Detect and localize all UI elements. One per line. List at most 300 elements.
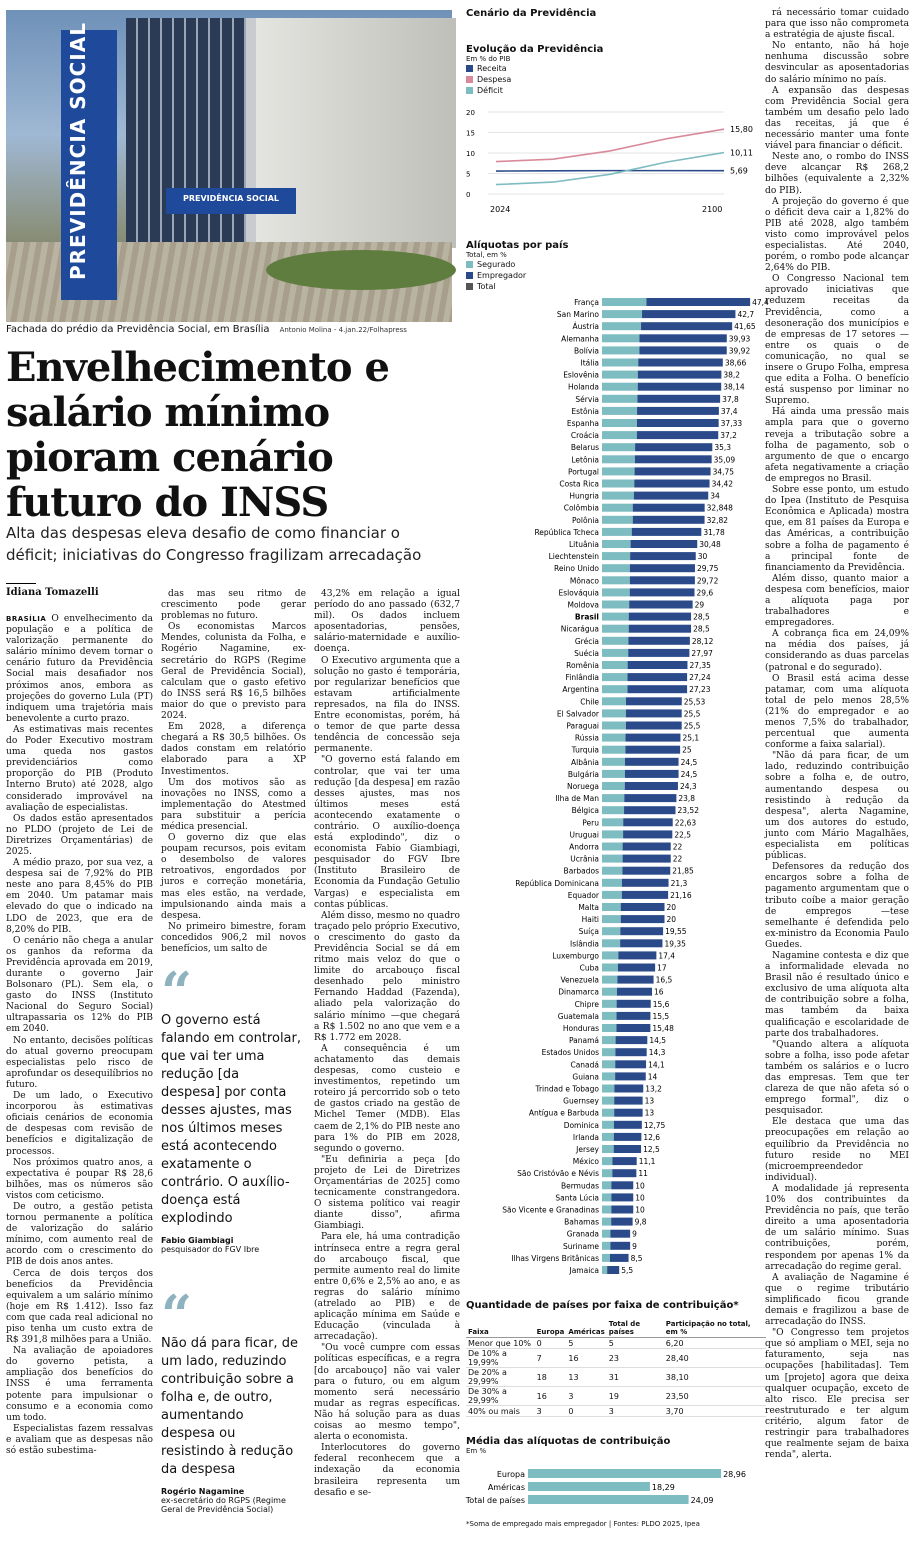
faixa-table-block <box>466 1300 766 1417</box>
avg-category-label: Total de países <box>465 1496 525 1505</box>
bar-empregador <box>628 673 688 681</box>
bar-empregador <box>617 1000 651 1008</box>
bar-value-label: 22,63 <box>674 818 697 828</box>
bar-category-label: Chipre <box>574 999 599 1009</box>
bar-segurado <box>602 346 639 354</box>
bar-category-label: Espanha <box>566 419 599 428</box>
table-cell: 0 <box>566 1406 606 1417</box>
bar-segurado <box>602 697 626 705</box>
bar-category-label: Venezuela <box>560 975 599 985</box>
bar-category-label: Colômbia <box>563 503 599 513</box>
bar-value-label: 14,5 <box>649 1036 667 1046</box>
bar-empregador <box>626 697 682 705</box>
paragraph: As estimativas mais recentes do Poder Executivo mostram uma queda nos gastos previdenciários como proporção do PIB (Produto Interno Bruto) até 2028, algo considerado improvável na avaliação de especialistas. <box>6 724 153 813</box>
bar-value-label: 28,5 <box>693 624 710 634</box>
bar-empregador <box>628 661 688 669</box>
avg-bar-chart <box>466 1468 762 1512</box>
bar-segurado <box>602 758 625 766</box>
bar-segurado <box>602 1060 615 1068</box>
paragraph: "Quando altera a alíquota sobre a folha, isso pode afetar também os salários e o lucro das empresas. Tem que ter clareza de que não afeta só o emprego formal", diz o pesquisador. <box>765 1039 909 1117</box>
bar-empregador <box>611 1218 632 1226</box>
bar-chart <box>466 296 769 1286</box>
quote-author: Rogério Nagamine <box>161 1487 245 1496</box>
bar-value-label: 25,5 <box>683 709 701 719</box>
bar-segurado <box>602 794 624 802</box>
bar-segurado <box>602 359 638 367</box>
bar-segurado <box>602 661 628 669</box>
bar-segurado <box>602 818 623 826</box>
bar-value-label: 15,5 <box>652 1011 670 1021</box>
bar-segurado <box>602 455 635 463</box>
avg-bar <box>528 1495 689 1504</box>
bar-chart-block <box>466 240 756 292</box>
bar-value-label: 14 <box>647 1072 658 1082</box>
y-tick-label: 15 <box>466 129 475 138</box>
dateline: BRASÍLIA <box>6 615 52 623</box>
bar-value-label: 25,5 <box>683 721 701 731</box>
bar-value-label: 11 <box>638 1169 648 1179</box>
bar-segurado <box>602 383 638 391</box>
bar-category-label: Grécia <box>574 636 599 646</box>
bar-value-label: 41,65 <box>734 322 756 332</box>
bar-segurado <box>602 334 639 342</box>
end-value-label: 15,80 <box>730 125 753 135</box>
bar-category-label: Trindad e Tobago <box>535 1084 599 1094</box>
bar-value-label: 35,09 <box>713 455 736 465</box>
paragraph: 43,2% em relação a igual período do ano passado (632,7 mil). Os dados incluem aposentadorias, pensões, salário-maternidade e auxílio-doença. <box>314 589 460 655</box>
bar-category-label: Haiti <box>581 915 599 925</box>
bar-empregador <box>634 480 709 488</box>
bar-category-label: Argentina <box>562 685 599 695</box>
bar-empregador <box>617 988 652 996</box>
photo-caption: Fachada do prédio da Previdência Social, em Brasília Antonio Molina - 4.jan.22/Folhapress <box>6 324 407 335</box>
bar-empregador <box>630 576 695 584</box>
table-cell: 0 <box>535 1338 567 1349</box>
legend-item: Déficit <box>466 85 756 96</box>
paragraph: O Brasil está acima desse patamar, com uma alíquota total de pelo menos 28,5% (21% do empregador e ao menos 7,5% do trabalhador, percentual que aumenta conforme a faixa salarial). <box>765 673 909 751</box>
entrance-sign: PREVIDÊNCIA SOCIAL <box>166 188 296 214</box>
legend-item: Receita <box>466 63 756 74</box>
series-line-despesa <box>496 129 724 161</box>
bar-category-label: Dominica <box>563 1120 599 1130</box>
bar-segurado <box>602 855 623 863</box>
bar-segurado <box>602 685 628 693</box>
bar-segurado <box>602 903 621 911</box>
bar-category-label: Portugal <box>567 467 599 477</box>
table-cell: Menor que 10% <box>466 1338 535 1349</box>
paragraph: Além disso, quanto maior a despesa com benefícios, maior a alíquota paga por trabalhadores e empregadores. <box>765 573 909 629</box>
bar-segurado <box>602 806 624 814</box>
table-cell: De 20% a 29,99% <box>466 1368 535 1387</box>
paragraph: "Não dá para ficar, de um lado, reduzindo contribuição sobre a folha e, de outro, aumentando despesa ou resistindo à redução da despesa", alerta Nagamine, um dos autores do estudo, junto com Mário Magalhães, especialista em políticas públicas. <box>765 751 909 862</box>
table-cell: 23 <box>607 1349 664 1368</box>
bar-segurado <box>602 552 630 560</box>
avg-value-label: 24,09 <box>690 1496 714 1505</box>
bar-segurado <box>602 613 629 621</box>
bar-category-label: Bélgica <box>571 806 599 816</box>
paragraph: Para ele, há uma contradição intrínseca entre a regra geral do arcabouço fiscal, que permite aumento real do limite entre 0,6% e 2,5% ao ano, e as regras do salário mínimo (atrelado ao PIB) e de aplicação mínima em Saúde e Educação (vinculada à arrecadação). <box>314 1232 460 1343</box>
table-cell: 13 <box>566 1368 606 1387</box>
bar-segurado <box>602 1012 617 1020</box>
bar-category-label: Polônia <box>572 515 599 525</box>
y-tick-label: 10 <box>466 150 475 158</box>
bar-segurado <box>602 939 620 947</box>
bar-category-label: Belarus <box>570 443 599 453</box>
bar-segurado <box>602 867 622 875</box>
bar-empregador <box>638 383 721 391</box>
bar-category-label: Jersey <box>576 1145 599 1154</box>
bar-segurado <box>602 1218 611 1226</box>
bar-segurado <box>602 1157 612 1165</box>
bar-segurado <box>602 492 634 500</box>
bar-empregador <box>611 1206 633 1214</box>
table-cell: 19 <box>607 1387 664 1406</box>
bar-value-label: 22 <box>672 842 683 852</box>
bar-segurado <box>602 709 626 717</box>
x-tick-label: 2024 <box>490 205 511 214</box>
bar-category-label: Croácia <box>570 431 599 441</box>
bar-empregador <box>629 625 691 633</box>
byline: Idiana Tomazelli <box>6 587 99 598</box>
bar-empregador <box>639 346 726 354</box>
article-column-1 <box>6 614 153 1457</box>
bar-value-label: 14,3 <box>648 1048 666 1058</box>
bar-segurado <box>602 601 629 609</box>
bar-value-label: 38,14 <box>723 382 745 392</box>
bar-chart-title: Alíquotas por país <box>466 240 569 251</box>
paragraph: O cenário não chega a anular os ganhos da reforma da Previdência aprovada em 2019, durante o governo Jair Bolsonaro (PL). Sem ela, o gasto do INSS (Instituto Nacional do Seguro Social) ultrapassaria os 12% do PIB em 2040. <box>6 935 153 1035</box>
bar-empregador <box>626 734 681 742</box>
bar-category-label: Ilhas Virgens Britânicas <box>511 1253 599 1263</box>
table-cell: 7 <box>535 1349 567 1368</box>
table-cell: 6,20 <box>664 1338 766 1349</box>
paragraph: No primeiro bimestre, foram concedidos 906,2 mil novos benefícios, um salto de <box>161 921 306 954</box>
bar-empregador <box>639 334 726 342</box>
bar-empregador <box>630 564 695 572</box>
bar-segurado <box>602 298 646 306</box>
bar-empregador <box>617 976 653 984</box>
bar-empregador <box>623 843 671 851</box>
bar-value-label: 20 <box>666 903 677 912</box>
bar-category-label: França <box>574 298 599 307</box>
bar-empregador <box>628 637 690 645</box>
bar-category-label: Equador <box>567 890 599 900</box>
bar-empregador <box>620 927 663 935</box>
x-tick-label: 2100 <box>702 205 723 214</box>
bar-category-label: Granada <box>566 1229 599 1239</box>
bar-segurado <box>602 734 626 742</box>
bar-value-label: 24,3 <box>679 782 697 791</box>
avg-value-label: 18,29 <box>651 1483 675 1492</box>
bar-category-label: Dinamarca <box>558 987 599 997</box>
bar-segurado <box>602 673 628 681</box>
bar-empregador <box>637 431 718 439</box>
paragraph: Os economistas Marcos Mendes, colunista da Folha, e Rogério Nagamine, ex-secretário do RGPS (Regime Geral de Previdência Social), calculam que o gasto efetivo do INSS será R$ 16,5 bilhões maior do que o previsto para 2024. <box>161 622 306 722</box>
bar-segurado <box>602 879 622 887</box>
bar-category-label: Romênia <box>566 661 599 670</box>
bar-empregador <box>637 395 720 403</box>
bar-category-label: Hungria <box>569 491 599 501</box>
bar-empregador <box>612 1169 636 1177</box>
bar-category-label: Suriname <box>563 1241 599 1251</box>
bar-category-label: Cuba <box>579 963 599 973</box>
bar-category-label: Reino Unido <box>554 564 599 574</box>
bar-empregador <box>625 758 679 766</box>
bar-category-label: Ilha de Man <box>555 794 599 804</box>
bar-segurado <box>602 830 623 838</box>
bar-category-label: Estados Unidos <box>541 1048 599 1058</box>
paragraph: "O Congresso tem projetos que só ampliam o MEI, seja no faturamento, seja nas ocupações [habilitadas]. Tem um [projeto] agora que deixa qualquer ocupação, exceto de alto risco. Ele precisa ser reestruturado e ter algum critério, algum fator de restringir para trabalhadores que realmente sejam de baixa renda", alerta. <box>765 1328 909 1461</box>
bar-value-label: 35,3 <box>714 443 732 453</box>
bar-empregador <box>628 649 689 657</box>
bar-empregador <box>612 1157 636 1165</box>
bar-empregador <box>630 588 695 596</box>
table-row <box>466 1368 766 1387</box>
bar-segurado <box>602 1193 611 1201</box>
bar-empregador <box>635 443 712 451</box>
bar-category-label: Malta <box>578 903 599 912</box>
avg-chart-title: Média das alíquotas de contribuição <box>466 1436 671 1447</box>
line-chart-title: Evolução da Previdência <box>466 44 604 55</box>
bar-segurado <box>602 722 626 730</box>
bar-value-label: 37,2 <box>720 431 737 441</box>
bar-value-label: 21,16 <box>670 890 692 900</box>
bar-value-label: 11,1 <box>638 1157 656 1167</box>
bar-empregador <box>641 322 732 330</box>
bar-empregador <box>614 1109 642 1117</box>
bar-value-label: 16 <box>654 987 664 997</box>
quote-text: Não dá para ficar, de um lado, reduzindo contribuição sobre a folha e, de outro, aumentando despesa ou resistindo à redução da despesa <box>161 1336 298 1477</box>
paragraph: A modalidade já representa 10% dos contribuintes da Previdência no país, que terão direito a uma aposentadoria de um salário mínimo. Suas contribuições, porém, respondem por apenas 1% da arrecadação do regime geral. <box>765 1183 909 1272</box>
line-chart <box>466 100 762 224</box>
avg-chart-block <box>466 1436 756 1455</box>
bar-value-label: 10 <box>635 1193 645 1203</box>
bar-segurado <box>602 625 629 633</box>
bar-category-label: Canadá <box>570 1060 599 1070</box>
bar-segurado <box>602 1206 611 1214</box>
bar-value-label: 30,48 <box>699 540 721 549</box>
bar-category-label: El Salvador <box>556 709 599 719</box>
bar-value-label: 37,8 <box>722 394 739 404</box>
bar-segurado <box>602 467 635 475</box>
bar-empregador <box>637 407 719 415</box>
bar-value-label: 34 <box>710 491 720 501</box>
bar-segurado <box>602 431 637 439</box>
article-column-3 <box>314 589 460 1499</box>
paragraph: No entanto, não há hoje nenhuma discussão sobre desvincular as aposentadorias do salário mínimo no país. <box>765 41 909 85</box>
table-cell: 38,10 <box>664 1368 766 1387</box>
table-row <box>466 1406 766 1417</box>
bar-value-label: 25,1 <box>682 733 700 743</box>
bar-empregador <box>610 1254 629 1262</box>
bar-value-label: 24,5 <box>680 757 698 767</box>
quote-author: Fabio Giambiagi <box>161 1236 234 1245</box>
bar-empregador <box>622 879 669 887</box>
bar-segurado <box>602 891 622 899</box>
article-column-2 <box>161 589 306 955</box>
bar-value-label: 27,97 <box>691 648 713 658</box>
bar-value-label: 34,75 <box>712 467 735 477</box>
bar-segurado <box>602 443 635 451</box>
table-cell: De 10% a 19,99% <box>466 1349 535 1368</box>
bar-segurado <box>602 419 637 427</box>
bar-value-label: 25 <box>682 745 692 755</box>
bar-category-label: Guiana <box>572 1072 599 1082</box>
bar-segurado <box>602 480 634 488</box>
bar-value-label: 23,52 <box>677 806 699 816</box>
bar-value-label: 34,42 <box>711 479 734 489</box>
bar-value-label: 22 <box>672 854 683 864</box>
table-cell: 23,50 <box>664 1387 766 1406</box>
bar-empregador <box>621 915 665 923</box>
bar-value-label: 37,33 <box>720 419 743 428</box>
bar-value-label: 13 <box>644 1096 655 1106</box>
bar-empregador <box>630 552 696 560</box>
bar-empregador <box>625 770 679 778</box>
legend-item: Despesa <box>466 74 756 85</box>
paragraph: rá necessário tomar cuidado para que isso não comprometa a estratégia de ajuste fiscal. <box>765 8 909 41</box>
quote-role: pesquisador do FGV Ibre <box>161 1245 260 1254</box>
bar-value-label: 42,7 <box>737 310 755 320</box>
bar-segurado <box>602 504 633 512</box>
bar-category-label: Uruguai <box>569 830 599 840</box>
bar-category-label: Andorra <box>569 842 599 852</box>
bar-value-label: 20 <box>666 915 677 925</box>
bar-empregador <box>638 371 722 379</box>
bar-category-label: São Cristóvão e Névis <box>517 1169 599 1179</box>
y-tick-label: 20 <box>466 109 475 117</box>
bar-value-label: 17,4 <box>658 951 676 961</box>
bar-segurado <box>602 1036 616 1044</box>
paragraph: Sobre esse ponto, um estudo do Ipea (Instituto de Pesquisa Econômica e Aplicada) mostra que, em 81 países da Europa e das Américas, a contribuição sobre a folha de pagamento é a principal fonte de financiamento da Previdência. <box>765 485 909 573</box>
bar-empregador <box>625 782 678 790</box>
paragraph: O governo diz que elas poupam recursos, pois evitam o desembolso de valores retroativos, engordados por juros e correção monetária, mas eles estão, na verdade, impulsionando ainda mais a despesa. <box>161 833 306 921</box>
bar-segurado <box>602 915 621 923</box>
pull-quote-2 <box>161 1283 301 1514</box>
bar-value-label: 29,75 <box>696 564 719 574</box>
bar-value-label: 19,35 <box>664 939 686 949</box>
paragraph: Neste ano, o rombo do INSS deve alcançar R$ 268,2 bilhões (equivalente a 2,32% do PIB). <box>765 152 909 196</box>
bar-segurado <box>602 1145 614 1153</box>
bar-value-label: 37,4 <box>720 406 738 416</box>
pillar-sign: PREVIDÊNCIA SOCIAL <box>61 30 117 300</box>
bar-empregador <box>614 1085 643 1093</box>
bar-category-label: Turquia <box>571 745 599 755</box>
paragraph: Defensores da redução dos encargos sobre a folha de pagamento argumentam que o tributo coíbe a maior geração de empregos —tese semelhante é defendida pelo ex-ministro da Economia Paulo Guedes. <box>765 862 909 950</box>
bar-segurado <box>602 371 638 379</box>
bar-category-label: Costa Rica <box>559 479 599 489</box>
bar-category-label: Guatemala <box>557 1011 599 1021</box>
bar-empregador <box>622 867 670 875</box>
table-title: Quantidade de países por faixa de contribuição* <box>466 1300 739 1311</box>
paragraph: BRASÍLIA O envelhecimento da população e a política de valorização permanente do salário mínimo devem tornar o cenário futuro da Previdência Social mais desafiador nos próximos anos, embora as projeções do governo Lula (PT) indiquem uma trajetória mais benevolente a curto prazo. <box>6 614 153 724</box>
bar-category-label: Noruega <box>566 782 599 791</box>
paragraph: das mas seu ritmo de crescimento pode gerar problemas no futuro. <box>161 589 306 622</box>
bar-category-label: República Tcheca <box>534 527 599 537</box>
bar-empregador <box>610 1230 630 1238</box>
end-value-label: 5,69 <box>730 166 748 176</box>
bar-category-label: Paraguai <box>566 721 599 731</box>
bar-empregador <box>618 951 656 959</box>
bar-category-label: Panamá <box>568 1036 599 1046</box>
bar-category-label: Nicarágua <box>560 624 599 634</box>
paragraph: "Ou você cumpre com essas políticas específicas, e a regra [do arcabouço] não vai valer para o futuro, ou em algum momento será necessário mudar as regras específicas. Não há solução para as duas coisas ao mesmo tempo", alerta o economista. <box>314 1343 460 1443</box>
paragraph: O Congresso Nacional tem aprovado iniciativas que reduzem receitas da Previdência, como a desoneração dos municípios e de empresas de 17 setores —entre os quais o de comunicação, no qual se insere o Grupo Folha, empresa que edita a Folha. O benefício está suspenso por liminar no Supremo. <box>765 274 909 407</box>
paragraph: A médio prazo, por sua vez, a despesa sai de 7,92% do PIB neste ano para 8,45% do PIB em 2040. Um patamar mais elevado do que o indicado na LDO de 2023, que era de 8,20% do PIB. <box>6 858 153 935</box>
photo-credit: Antonio Molina - 4.jan.22/Folhapress <box>279 326 407 334</box>
bar-value-label: 14,1 <box>648 1060 665 1070</box>
bar-empregador <box>635 455 712 463</box>
subheadline: Alta das despesas eleva desafio de como financiar o déficit; iniciativas do Congresso fragilizam arrecadação <box>6 524 422 564</box>
legend-item: Empregador <box>466 270 756 281</box>
bar-empregador <box>617 1012 651 1020</box>
bar-category-label: Finlândia <box>565 673 599 683</box>
legend-swatch <box>466 76 473 83</box>
bar-value-label: 8,5 <box>630 1253 643 1263</box>
pull-quote-1 <box>161 960 301 1254</box>
paragraph: Cerca de dois terços dos benefícios da Previdência equivalem a um salário mínimo (hoje em R$ 1.412). Isso faz com que cada real adicional no piso tenha um custo extra de R$ 391,8 milhões para a União. <box>6 1268 153 1346</box>
avg-bar <box>528 1482 650 1491</box>
bar-chart-legend <box>466 259 756 292</box>
bar-category-label: Barbados <box>563 866 599 876</box>
bar-category-label: Áustria <box>572 322 599 332</box>
bar-category-label: Sérvia <box>575 394 599 404</box>
bar-segurado <box>602 1230 610 1238</box>
bar-empregador <box>642 310 735 318</box>
bar-value-label: 15,6 <box>652 999 670 1009</box>
bar-value-label: 29,72 <box>696 576 719 586</box>
bar-segurado <box>602 1109 614 1117</box>
bar-empregador <box>646 298 750 306</box>
avg-bar <box>528 1469 721 1478</box>
legend-item: Segurado <box>466 259 756 270</box>
table-row <box>466 1338 766 1349</box>
bar-segurado <box>602 976 617 984</box>
bar-value-label: 38,2 <box>723 370 741 380</box>
bar-empregador <box>622 891 668 899</box>
table-row <box>466 1387 766 1406</box>
bar-segurado <box>602 564 630 572</box>
table-header: Faixa <box>466 1319 535 1338</box>
bar-category-label: Suíça <box>578 927 599 937</box>
bar-empregador <box>633 516 705 524</box>
bar-empregador <box>620 939 662 947</box>
bar-category-label: Jamaica <box>569 1266 599 1275</box>
bar-category-label: República Dominicana <box>515 878 599 888</box>
headline: Envelhecimento e salário mínimo pioram cenário futuro do INSS <box>6 344 389 526</box>
paragraph: Especialistas fazem ressalvas e avaliam que as despesas não só estão subestima- <box>6 1423 153 1457</box>
bar-value-label: 39,92 <box>728 346 751 356</box>
bar-empregador <box>629 601 692 609</box>
table-header: Américas <box>566 1319 606 1338</box>
bar-empregador <box>623 830 672 838</box>
bar-value-label: 13 <box>644 1108 655 1118</box>
paragraph: No entanto, decisões políticas do atual governo preocupam especialistas pelo risco de aprofundar os desequilíbrios no futuro. <box>6 1035 153 1090</box>
table-cell: 5 <box>607 1338 664 1349</box>
bar-empregador <box>632 528 702 536</box>
bar-segurado <box>602 1097 614 1105</box>
bar-category-label: Bulgária <box>567 769 599 779</box>
bar-empregador <box>615 1048 646 1056</box>
bar-segurado <box>602 1242 610 1250</box>
legend-swatch <box>466 272 473 279</box>
paragraph: Além disso, mesmo no quadro traçado pelo próprio Executivo, o crescimento do gasto da Previdência Social se dá em ritmo mais veloz do que o limite do arcabouço fiscal desenhado pelo ministro Fernando Haddad (Fazenda), aliado pela valorização do salário mínimo —que chegará a R$ 1.502 no ano que vem e a R$ 1.772 em 2028. <box>314 910 460 1043</box>
table-cell: 3 <box>607 1406 664 1417</box>
paragraph: Nos próximos quatro anos, a expectativa é poupar R$ 28,6 bilhões, mas os números são vistos com ceticismo. <box>6 1157 153 1201</box>
bar-segurado <box>602 1266 607 1274</box>
paragraph: Há ainda uma pressão mais ampla para que o governo reveja a tributação sobre a folha de pagamento, sob o argumento de que o encargo afeta negativamente a criação de empregos no Brasil. <box>765 407 909 484</box>
bar-category-label: Peru <box>582 818 599 828</box>
